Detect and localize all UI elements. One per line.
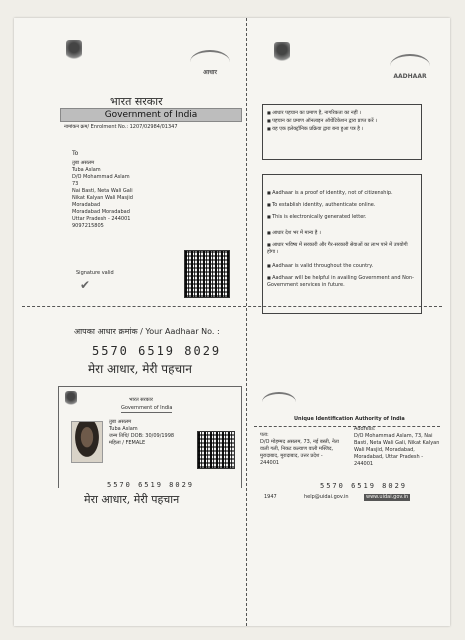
address-line: Moradabad Moradabad xyxy=(72,209,130,215)
card-name-hindi: तुबा असलम xyxy=(109,419,132,425)
holder-photo xyxy=(71,421,103,463)
helpline: 1947 xyxy=(264,494,277,500)
info-point: ■ पहचान का प्रमाण ऑनलाइन ऑथेंटिकेशन द्वारा प्राप्त करें । xyxy=(267,117,417,125)
address-line: Nikat Kalyan Wali Masjid xyxy=(72,195,133,201)
card-dob: जन्म तिथि/ DOB: 30/09/1998 xyxy=(109,433,175,439)
card-number: 5570 6519 8029 xyxy=(107,481,195,489)
card-name: Tuba Aslam xyxy=(109,426,138,432)
card-back-number: 5570 6519 8029 xyxy=(320,482,408,490)
info-box-top xyxy=(262,104,422,160)
help-email: help@uidai.gov.in xyxy=(304,494,349,500)
website: www.uidai.gov.in xyxy=(366,494,409,500)
address-hindi: D/O मोहम्मद असलम, 73, नई बस्ती, नेता वाली गली, निकट कल्याण वाली मस्जिद, मुरादाबाद, मुरादाबाद, उत्तर प्रदेश - 244001 xyxy=(260,439,339,466)
card-slogan: मेरा आधार, मेरी पहचान xyxy=(84,493,180,506)
info-point: ■ This is electronically generated letter. xyxy=(267,213,417,221)
emblem-icon xyxy=(65,391,77,407)
aadhaar-number-large: 5570 6519 8029 xyxy=(92,344,222,358)
government-of-india-banner: Government of India xyxy=(60,108,242,122)
aadhaar-logo-icon: आधार xyxy=(190,50,230,74)
info-point: ■ Aadhaar will be helpful in availing Government and Non-Government services in future. xyxy=(267,274,417,289)
info-point: ■ आधार भविष्य में सरकारी और गैर-सरकारी सेवाओं का लाभ पाने में उपयोगी होगा । xyxy=(267,241,417,256)
address-english-block xyxy=(354,426,440,468)
fold-line-vertical xyxy=(246,18,247,626)
to-label: To xyxy=(72,150,79,157)
info-point: ■ आधार पहचान का प्रमाण है, नागरिकता का नहीं । xyxy=(267,109,417,117)
info-point: ■ यह एक इलेक्ट्रॉनिक प्रक्रिया द्वारा बना हुआ पत्र है । xyxy=(267,125,417,133)
emblem-icon xyxy=(66,40,82,62)
card-details xyxy=(109,419,199,447)
address-line: 9097215805 xyxy=(72,223,104,229)
card-gender: महिला / FEMALE xyxy=(109,440,146,446)
address-line: D/O Mohammad Aslam xyxy=(72,174,130,180)
info-point: ■ Aadhaar is a proof of identity, not of citizenship. xyxy=(267,189,417,197)
address-english: D/O Mohammad Aslam, 73, Nai Basti, Neta Wali Gali, Nikat Kalyan Wali Masjid, Moradabad, Moradabad, Uttar Pradesh - 244001 xyxy=(354,433,440,467)
address-hindi-block xyxy=(260,432,342,467)
aadhaar-letter-sheet xyxy=(14,18,450,626)
letter-left-panel xyxy=(54,24,246,304)
slogan: मेरा आधार, मेरी पहचान xyxy=(88,362,192,376)
hindi-government-title: भारत सरकार xyxy=(110,95,163,108)
enrolment-number: नामांकन क्रम/ Enrolment No.: 1207/02984/01347 xyxy=(64,124,178,130)
aadhaar-logo-icon xyxy=(262,392,296,412)
aadhaar-card-back xyxy=(254,386,444,492)
info-point: ■ To establish identity, authenticate online. xyxy=(267,201,417,209)
card-hindi-gov: भारत सरकार xyxy=(129,397,153,403)
address-line: 73 xyxy=(72,181,79,187)
address-block xyxy=(72,160,202,230)
aadhaar-logo-icon: AADHAAR xyxy=(390,54,430,78)
address-line: Nai Basti, Neta Wali Gali xyxy=(72,188,133,194)
signature-label: Signature valid xyxy=(76,270,114,276)
address-line: तुबा असलम xyxy=(72,160,95,166)
letter-right-panel xyxy=(254,24,444,304)
your-aadhaar-number-label: आपका आधार क्रमांक / Your Aadhaar No. : xyxy=(74,327,220,336)
address-line: Tuba Aslam xyxy=(72,167,101,173)
info-box-bottom xyxy=(262,174,422,314)
address-label: Address: xyxy=(354,426,376,432)
address-hindi-label: पता: xyxy=(260,432,269,438)
address-line: Moradabad xyxy=(72,202,101,208)
address-line: Uttar Pradesh - 244001 xyxy=(72,216,131,222)
emblem-icon xyxy=(274,42,290,64)
uidai-title: Unique Identification Authority of India xyxy=(294,416,405,422)
checkmark-icon: ✔ xyxy=(80,278,91,292)
info-point: ■ Aadhaar is valid throughout the country. xyxy=(267,262,417,270)
aadhaar-card-front xyxy=(58,386,242,488)
card-qr-code xyxy=(197,431,235,469)
card-gov: Government of India xyxy=(121,405,173,411)
info-point: ■ आधार देश भर में मान्य है । xyxy=(267,229,417,237)
qr-code xyxy=(184,250,230,298)
